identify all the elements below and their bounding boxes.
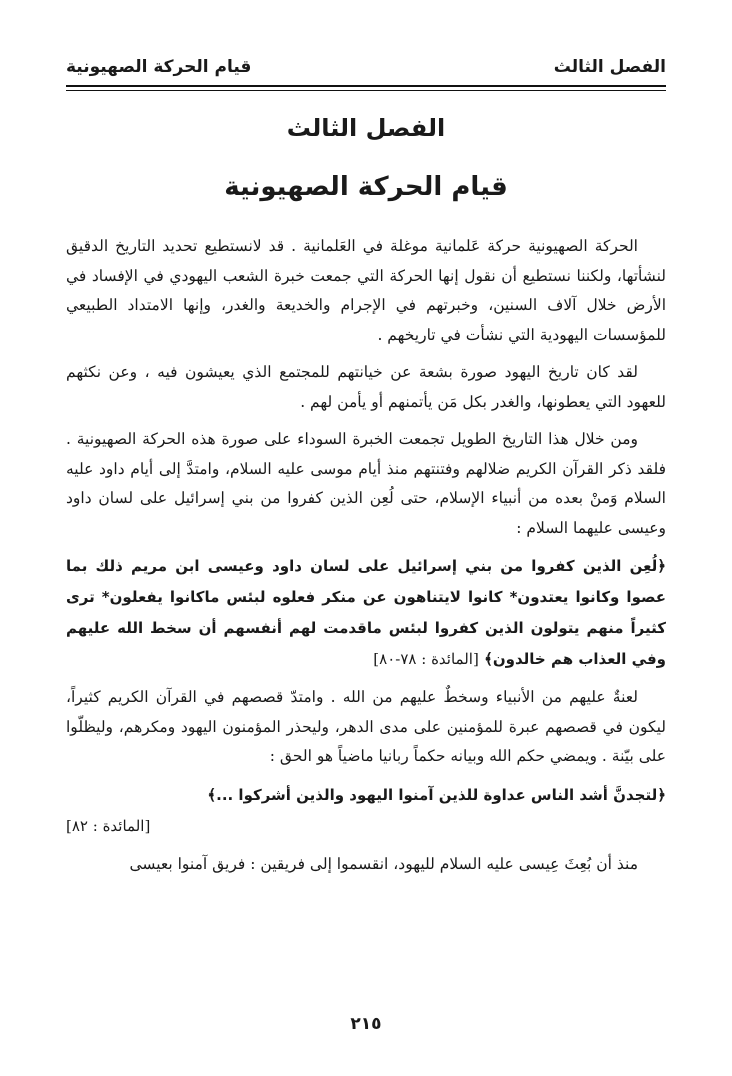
quran-verse-2 [66, 780, 666, 842]
quran-verse-1 [66, 551, 666, 675]
header-rule-thin [66, 90, 666, 91]
verse-2-text: ﴿لتجدنَّ أشد الناس عداوة للذين آمنوا اليهود والذين أشركوا ...﴾ [207, 785, 666, 804]
paragraph-3: ومن خلال هذا التاريخ الطويل تجمعت الخبرة السوداء على صورة هذه الحركة الصهيونية . فلقد ذكر القرآن الكريم ضلالهم وفتنتهم منذ أيام موسى عليه السلام، وامتدَّ إلى أيام داود عليه السلام وَمنْ بعده من أنبياء الإسلام، حتى لُعِن الذين كفروا من بني إسرائيل على لسان داود وعيسى عليهما السلام : [66, 430, 666, 537]
paragraph-5: منذ أن بُعِثَ عِيسى عليه السلام لليهود، انقسموا إلى فريقين : فريق آمنوا بعيسى [129, 854, 638, 873]
verse-2-reference: [المائدة : ٨٢] [66, 816, 151, 835]
paragraph-4: لعنةٌ عليهم من الأنبياء وسخطٌ عليهم من الله . وامتدّ قصصهم في القرآن الكريم كثيراً، ليكون في قصصهم عبرة للمؤمنين على مدى الدهر، وليحذر المؤمنون اليهود ومكرهم، وليظلّوا على بيّنة . ويمضي حكم الله وبيانه حكماً ربانيا ماضياً هو الحق : [66, 688, 666, 765]
page-number: ٢١٥ [350, 1014, 382, 1034]
main-title: قيام الحركة الصهيونية [224, 172, 508, 202]
header-chapter: الفصل الثالث [553, 57, 666, 77]
verse-1-text: ﴿لُعِن الذين كفروا من بني إسرائيل على لسان داود وعيسى ابن مريم ذلك بما عصوا وكانوا يعتدون* كانوا لايتناهون عن منكر فعلوه لبئس ماكانوا يفعلون* ترى كثيراً منهم يتولون الذين كفروا لبئس ماقدمت لهم أنفسهم أن سخط الله عليهم وفي العذاب هم خالدون﴾ [66, 557, 666, 668]
paragraph-2: لقد كان تاريخ اليهود صورة بشعة عن خيانتهم للمجتمع الذي يعيشون فيه ، وعن نكثهم للعهود التي يعطونها، والغدر بكل مَن يأتمنهم أو يأمن لهم . [66, 363, 666, 411]
chapter-title: الفصل الثالث [286, 114, 446, 142]
verse-1-reference: [المائدة : ٧٨-٨٠] [373, 650, 479, 668]
header-rule-thick [66, 85, 666, 87]
header-book-section: قيام الحركة الصهيونية [66, 57, 252, 77]
paragraph-1: الحركة الصهيونية حركة عَلمانية موغلة في العَلمانية . قد لانستطيع تحديد التاريخ الدقيق لنشأتها، ولكننا نستطيع أن نقول إنها الحركة التي جمعت خبرة الشعب اليهودي في الإفساد في الأرض خلال آلاف السنين، وخبرتهم في الإجرام والخديعة والغدر، وإنها الامتداد الطبيعي للمؤسسات اليهودية التي نشأت في تاريخهم . [66, 237, 666, 344]
running-header [66, 52, 666, 82]
body-text [66, 232, 666, 887]
